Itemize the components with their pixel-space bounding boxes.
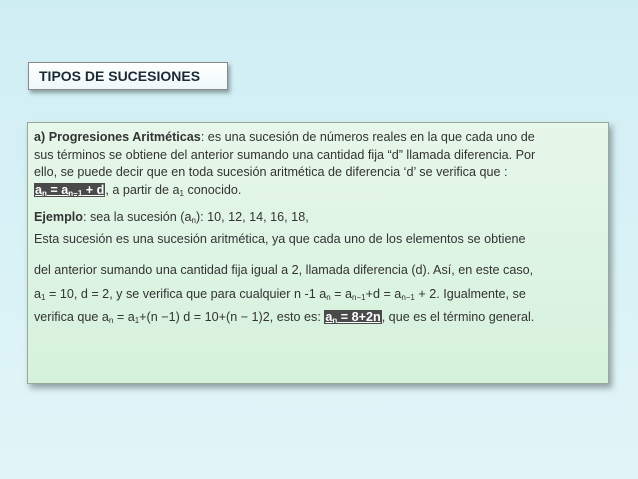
definition-line-1: a) Progresiones Aritméticas: es una sucesión de números reales en la que cada uno de — [34, 130, 535, 144]
definition-line-4: $a_n = a_{n-1} + d$, a partir de $a_1$ conocido. — [35, 182, 242, 198]
section-title-text: TIPOS DE SUCESIONES — [39, 68, 201, 84]
definition-line-3: ello, se puede decir que en toda sucesión aritmética de diferencia ‘d’ se verifica que : — [34, 165, 508, 179]
example-line-2: Esta sucesión es una sucesión aritmética, ya que cada uno de los elementos se obtiene — [34, 231, 526, 246]
section-title — [28, 62, 228, 90]
example-line-5: verifica que $a_n = a_1+(n -1) d = 10+(n - 1)2$, esto es: $a_n = 8+2n$, que es el término general. — [34, 310, 535, 325]
example-line-4: $a_1 = 10$, d = 2, y se verifica que para cualquier n -1 $a_n = a_{n-1}+d = a_{n-1} + 2$. Igualmente, se — [34, 286, 526, 302]
general-formula: $a_n = a_{n-1} + d$ — [35, 182, 105, 198]
example-line-1: Ejemplo: sea la sucesión $(a_n)$: 10, 12, 14, 16, 18, — [34, 210, 309, 225]
example-label: Ejemplo — [34, 210, 83, 224]
general-term-formula: $a_n = 8+2n$ — [325, 310, 381, 325]
definition-heading: a) Progresiones Aritméticas — [34, 130, 201, 144]
example-line-3: del anterior sumando una cantidad fija igual a 2, llamada diferencia (d). Así, en este caso, — [34, 263, 534, 277]
content-panel — [27, 122, 609, 384]
definition-line-2: sus términos se obtiene del anterior sumando una cantidad fija “d” llamada diferencia. Por — [34, 147, 536, 162]
